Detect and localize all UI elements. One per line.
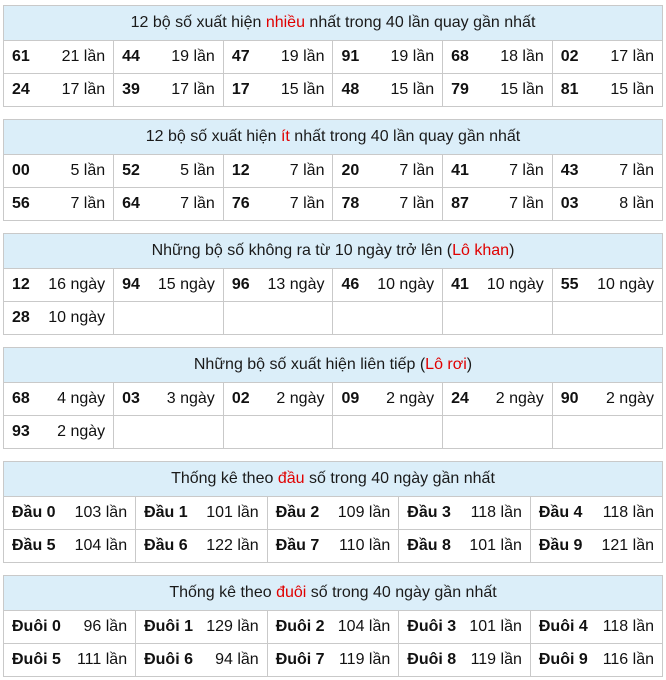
stat-cell [443, 269, 553, 302]
stat-cell-content [531, 497, 662, 529]
stat-cell [267, 497, 399, 530]
stat-cell-content [136, 497, 267, 529]
stat-cell [4, 74, 114, 107]
table-row [4, 497, 662, 530]
stat-key: 43 [560, 162, 579, 179]
stat-key: 12 [12, 276, 30, 293]
stat-cell [136, 611, 268, 644]
stat-cell [552, 302, 662, 335]
stats-table [4, 41, 662, 106]
stat-cell [443, 41, 553, 74]
stat-value: 118 lần [602, 504, 654, 521]
stat-value: 21 lần [61, 48, 106, 65]
stat-cell [443, 302, 553, 335]
stat-cell [4, 383, 114, 416]
stat-cell [4, 269, 114, 302]
table-row [4, 383, 662, 416]
stat-value: 2 ngày [386, 390, 435, 407]
stat-key: Đuôi 4 [538, 618, 588, 635]
stat-cell [552, 269, 662, 302]
stat-key: Đuôi 3 [407, 618, 457, 635]
stat-cell [443, 188, 553, 221]
stat-cell-content [224, 74, 333, 106]
stat-cell [552, 383, 662, 416]
stat-cell [223, 41, 333, 74]
stat-key: Đuôi 7 [275, 651, 325, 668]
table-row [4, 269, 662, 302]
stat-value: 2 ngày [605, 390, 654, 407]
stat-value: 15 lần [390, 81, 435, 98]
stat-cell [530, 530, 662, 563]
stat-key: 41 [451, 162, 469, 179]
section-title: Những bộ số không ra từ 10 ngày trở lên (Lô khan) [4, 234, 662, 269]
least-frequent-panel [3, 119, 663, 221]
stat-cell [4, 644, 136, 677]
stat-cell [333, 41, 443, 74]
stat-cell-content [4, 269, 113, 301]
stat-value: 121 lần [601, 537, 654, 554]
stat-cell [399, 497, 531, 530]
table-row [4, 74, 662, 107]
stat-key: 39 [122, 81, 140, 98]
stat-cell-content [268, 497, 399, 529]
stat-key: 17 [231, 81, 250, 98]
stat-cell-content [114, 74, 223, 106]
stat-value: 3 ngày [166, 390, 215, 407]
stat-key: Đuôi 5 [12, 651, 61, 668]
stat-cell [223, 188, 333, 221]
stat-cell-content [268, 644, 399, 676]
stat-key: Đuôi 9 [538, 651, 588, 668]
stat-key: 87 [451, 195, 469, 212]
stat-cell [223, 74, 333, 107]
stat-value: 96 lần [83, 618, 128, 635]
stat-value: 116 lần [602, 651, 654, 668]
stat-value: 19 lần [390, 48, 435, 65]
stat-cell [223, 269, 333, 302]
stat-value: 7 lần [180, 195, 215, 212]
stat-cell [552, 416, 662, 449]
stat-key: 12 [231, 162, 250, 179]
stat-cell [530, 644, 662, 677]
stat-key: Đầu 8 [407, 537, 451, 554]
stat-cell-content [443, 383, 552, 415]
stat-key: 47 [231, 48, 250, 65]
stat-cell [114, 74, 224, 107]
stat-key: 68 [451, 48, 469, 65]
stat-value: 118 lần [602, 618, 654, 635]
stat-cell-content [4, 74, 113, 106]
stat-value: 19 lần [280, 48, 325, 65]
stat-value: 17 lần [610, 48, 654, 65]
stat-key: 94 [122, 276, 140, 293]
stat-cell-content [553, 155, 662, 187]
stat-value: 103 lần [74, 504, 128, 521]
stat-cell [267, 530, 399, 563]
stat-cell [530, 497, 662, 530]
stat-cell-content [4, 41, 113, 73]
stat-key: 68 [12, 390, 30, 407]
stat-cell-content [4, 302, 113, 334]
stat-cell-content [224, 302, 333, 334]
stat-cell-content [4, 188, 113, 220]
stat-value: 7 lần [399, 195, 435, 212]
stat-cell-content [443, 269, 552, 301]
stat-cell-content [224, 416, 333, 448]
stat-cell [267, 644, 399, 677]
stat-value: 15 lần [500, 81, 544, 98]
stat-cell [223, 383, 333, 416]
stat-cell-content [114, 269, 223, 301]
stat-cell-content [114, 383, 223, 415]
stat-value: 4 ngày [57, 390, 106, 407]
stat-cell-content [443, 188, 552, 220]
stat-value: 2 ngày [57, 423, 106, 440]
stat-cell-content [553, 269, 662, 301]
stat-cell-content [136, 530, 267, 562]
table-row [4, 611, 662, 644]
stat-cell-content [531, 644, 662, 676]
stat-cell [4, 41, 114, 74]
stat-cell-content [553, 416, 662, 448]
stat-key: Đầu 0 [12, 504, 56, 521]
stat-value: 10 ngày [486, 276, 544, 293]
stat-value: 16 ngày [48, 276, 106, 293]
stat-cell [552, 188, 662, 221]
stat-cell-content [4, 383, 113, 415]
stat-cell [223, 416, 333, 449]
stat-key: 81 [560, 81, 579, 98]
stat-cell [333, 155, 443, 188]
stat-cell-content [268, 530, 399, 562]
stat-cell [223, 155, 333, 188]
stat-cell [399, 611, 531, 644]
stat-key: 20 [341, 162, 360, 179]
stat-value: 7 lần [289, 162, 325, 179]
stat-key: Đuôi 8 [407, 651, 457, 668]
stat-value: 15 lần [280, 81, 325, 98]
stat-value: 111 lần [76, 651, 128, 668]
stat-cell [267, 611, 399, 644]
stat-key: 52 [122, 162, 140, 179]
stat-cell-content [333, 302, 442, 334]
stat-cell-content [333, 188, 442, 220]
stat-cell [552, 41, 662, 74]
tail-digit-panel [3, 575, 663, 677]
stat-value: 118 lần [470, 504, 522, 521]
stat-cell-content [333, 416, 442, 448]
stat-cell [4, 302, 114, 335]
stat-key: Đuôi 0 [12, 618, 61, 635]
stat-key: 61 [12, 48, 30, 65]
stat-cell-content [399, 530, 530, 562]
stat-value: 122 lần [206, 537, 259, 554]
section-title: 12 bộ số xuất hiện ít nhất trong 40 lần quay gần nhất [4, 120, 662, 155]
stat-value: 7 lần [289, 195, 325, 212]
stat-cell [223, 302, 333, 335]
stat-key: Đầu 5 [12, 537, 56, 554]
stat-value: 7 lần [619, 162, 654, 179]
stat-key: Đuôi 1 [144, 618, 193, 635]
stat-cell-content [224, 383, 333, 415]
stat-value: 8 lần [619, 195, 654, 212]
lo-khan-panel [3, 233, 663, 335]
stat-key: 56 [12, 195, 30, 212]
stat-cell-content [136, 644, 267, 676]
stat-value: 19 lần [171, 48, 215, 65]
stat-cell-content [553, 302, 662, 334]
stat-cell-content [399, 611, 530, 643]
stat-cell [399, 530, 531, 563]
stat-cell-content [443, 416, 552, 448]
stat-value: 15 ngày [157, 276, 215, 293]
stat-cell [443, 74, 553, 107]
stat-cell-content [136, 611, 267, 643]
stat-cell-content [531, 530, 662, 562]
stat-cell [4, 155, 114, 188]
stat-cell-content [553, 41, 662, 73]
stat-value: 15 lần [610, 81, 654, 98]
stat-value: 110 lần [338, 537, 391, 554]
stat-cell-content [224, 188, 333, 220]
stat-cell [333, 383, 443, 416]
stat-key: 41 [451, 276, 469, 293]
stat-key: 44 [122, 48, 140, 65]
stat-cell [333, 416, 443, 449]
stat-key: 24 [451, 390, 469, 407]
stats-table [4, 497, 662, 562]
stat-cell-content [333, 383, 442, 415]
stats-table [4, 383, 662, 448]
stats-table [4, 155, 662, 220]
stat-key: 64 [122, 195, 140, 212]
stat-key: Đầu 1 [144, 504, 188, 521]
stat-cell [333, 74, 443, 107]
stat-value: 7 lần [509, 162, 544, 179]
stat-cell [4, 497, 136, 530]
stat-cell [552, 74, 662, 107]
stat-value: 119 lần [470, 651, 522, 668]
stat-key: 03 [560, 195, 579, 212]
stat-cell [136, 497, 268, 530]
stat-key: Đầu 7 [275, 537, 320, 554]
stat-cell [136, 644, 268, 677]
table-row [4, 644, 662, 677]
stat-value: 119 lần [338, 651, 391, 668]
stat-value: 7 lần [509, 195, 544, 212]
stat-value: 2 ngày [495, 390, 544, 407]
stat-value: 10 ngày [48, 309, 106, 326]
stat-key: 02 [231, 390, 250, 407]
stat-value: 13 ngày [267, 276, 325, 293]
stat-key: 00 [12, 162, 30, 179]
stat-cell-content [4, 497, 135, 529]
stat-cell-content [114, 416, 223, 448]
stat-cell-content [114, 155, 223, 187]
section-title: Những bộ số xuất hiện liên tiếp (Lô rơi) [4, 348, 662, 383]
stat-cell [4, 188, 114, 221]
stat-cell [399, 644, 531, 677]
stat-cell-content [4, 611, 135, 643]
stat-cell [443, 416, 553, 449]
section-title: Thống kê theo đuôi số trong 40 ngày gần nhất [4, 576, 662, 611]
stat-key: Đầu 9 [538, 537, 583, 554]
stat-cell-content [224, 41, 333, 73]
stat-cell-content [443, 155, 552, 187]
stat-cell [4, 416, 114, 449]
table-row [4, 188, 662, 221]
stat-cell [114, 383, 224, 416]
stat-cell-content [443, 41, 552, 73]
stat-cell [4, 611, 136, 644]
stats-table [4, 611, 662, 676]
stat-key: Đuôi 6 [144, 651, 193, 668]
stat-value: 17 lần [61, 81, 106, 98]
stat-value: 7 lần [70, 195, 106, 212]
stat-cell [443, 383, 553, 416]
stat-key: 76 [231, 195, 250, 212]
stat-cell-content [114, 188, 223, 220]
stat-cell-content [333, 155, 442, 187]
stat-cell-content [114, 41, 223, 73]
stat-cell [4, 530, 136, 563]
stat-cell [443, 155, 553, 188]
stat-cell [114, 416, 224, 449]
stat-key: 55 [560, 276, 579, 293]
stat-cell [552, 155, 662, 188]
stat-key: Đuôi 2 [275, 618, 325, 635]
stat-value: 10 ngày [377, 276, 435, 293]
table-row [4, 41, 662, 74]
stat-value: 104 lần [337, 618, 391, 635]
stat-cell-content [443, 302, 552, 334]
stat-value: 10 ngày [597, 276, 654, 293]
stat-cell-content [531, 611, 662, 643]
stat-cell-content [4, 155, 113, 187]
stat-value: 5 lần [180, 162, 215, 179]
stat-key: 46 [341, 276, 360, 293]
stat-value: 2 ngày [276, 390, 325, 407]
stat-cell-content [553, 383, 662, 415]
stat-value: 7 lần [399, 162, 435, 179]
stat-cell [136, 530, 268, 563]
stat-cell-content [333, 269, 442, 301]
stat-cell-content [553, 188, 662, 220]
stat-key: 24 [12, 81, 30, 98]
stat-key: 28 [12, 309, 30, 326]
stat-key: 09 [341, 390, 360, 407]
stat-key: 79 [451, 81, 469, 98]
stat-cell-content [4, 530, 135, 562]
stat-cell [530, 611, 662, 644]
stat-cell [333, 188, 443, 221]
table-row [4, 302, 662, 335]
stat-key: Đầu 4 [538, 504, 583, 521]
section-title: 12 bộ số xuất hiện nhiều nhất trong 40 lần quay gần nhất [4, 6, 662, 41]
stats-table [4, 269, 662, 334]
section-title: Thống kê theo đầu số trong 40 ngày gần nhất [4, 462, 662, 497]
stat-cell-content [224, 155, 333, 187]
most-frequent-panel [3, 5, 663, 107]
stat-value: 129 lần [206, 618, 259, 635]
stat-cell [333, 302, 443, 335]
table-row [4, 530, 662, 563]
stat-value: 104 lần [74, 537, 128, 554]
stat-value: 94 lần [215, 651, 259, 668]
stat-key: 90 [560, 390, 579, 407]
stat-cell-content [268, 611, 399, 643]
stat-key: 03 [122, 390, 140, 407]
stat-cell-content [443, 74, 552, 106]
stat-cell-content [553, 74, 662, 106]
stat-cell-content [399, 497, 530, 529]
stat-cell [114, 302, 224, 335]
table-row [4, 155, 662, 188]
stat-key: Đầu 6 [144, 537, 188, 554]
stat-cell-content [333, 74, 442, 106]
stat-value: 18 lần [500, 48, 544, 65]
stat-key: 78 [341, 195, 360, 212]
stat-value: 17 lần [171, 81, 215, 98]
stat-cell-content [4, 644, 135, 676]
stat-value: 101 lần [469, 537, 522, 554]
stat-key: 93 [12, 423, 30, 440]
head-digit-panel [3, 461, 663, 563]
stat-value: 101 lần [206, 504, 259, 521]
stat-cell-content [224, 269, 333, 301]
stat-cell [333, 269, 443, 302]
stat-key: Đầu 3 [407, 504, 451, 521]
stat-value: 5 lần [70, 162, 106, 179]
stat-value: 101 lần [469, 618, 522, 635]
stat-cell-content [4, 416, 113, 448]
table-row [4, 416, 662, 449]
stat-cell-content [333, 41, 442, 73]
stat-key: Đầu 2 [275, 504, 320, 521]
stat-key: 96 [231, 276, 250, 293]
stat-key: 91 [341, 48, 360, 65]
stat-cell-content [399, 644, 530, 676]
stat-cell-content [114, 302, 223, 334]
stat-cell [114, 155, 224, 188]
stat-value: 109 lần [337, 504, 391, 521]
stat-cell [114, 269, 224, 302]
lo-roi-panel [3, 347, 663, 449]
stat-key: 02 [560, 48, 579, 65]
stat-cell [114, 188, 224, 221]
stat-key: 48 [341, 81, 360, 98]
stat-cell [114, 41, 224, 74]
